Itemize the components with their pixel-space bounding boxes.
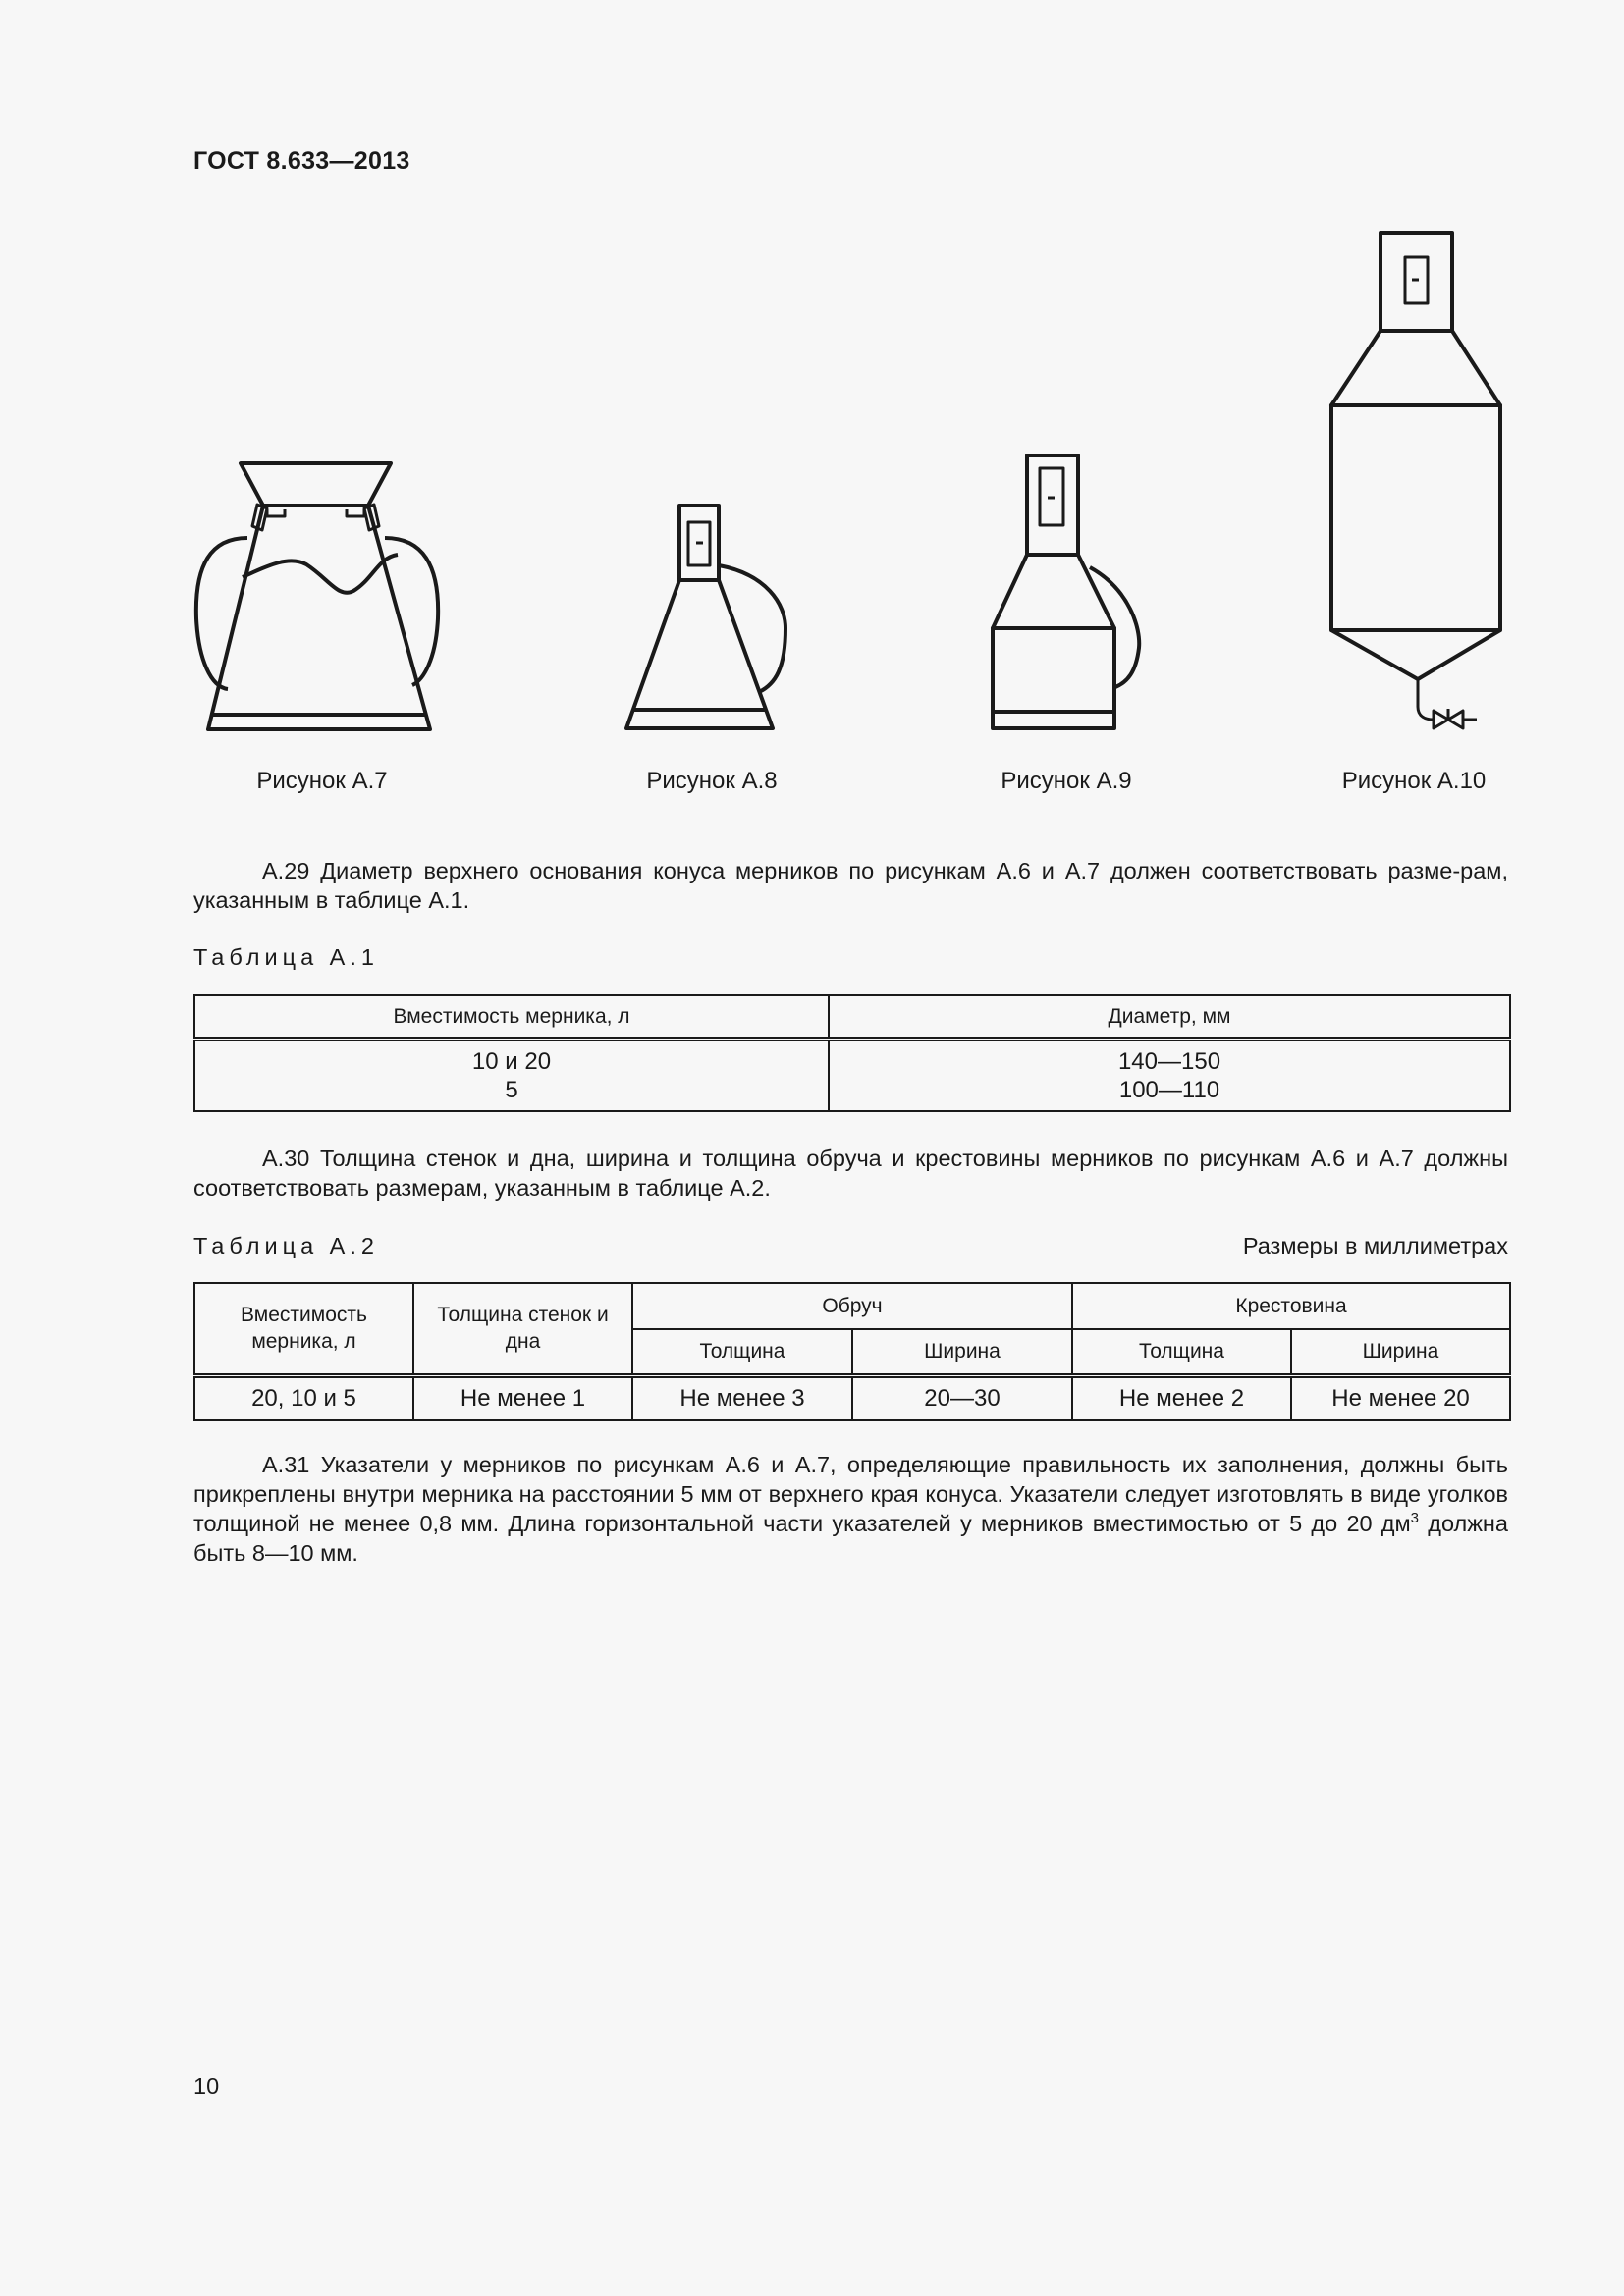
paragraph-a31-text: А.31 Указатели у мерников по рисункам А.6 и А.7, определяющие правильность их заполнения, должны быть прикреплены внутри мерника на расстоянии 5 мм от верхнего края конуса. Указатели следует изготовлять в виде уголков толщиной не менее 0,8 мм. Длина горизонтальной части указателей у мерников вместимостью от 5 до 20 дм (193, 1452, 1508, 1536)
table-a2-cell-capacity: 20, 10 и 5 (194, 1375, 413, 1420)
table-a2-header-row (194, 1283, 1510, 1329)
figure-a8-caption: Рисунок А.8 (646, 768, 778, 794)
superscript-exponent: 3 (1410, 1510, 1420, 1527)
table-a2-units-note: Размеры в миллиметрах (1242, 1233, 1508, 1258)
table-a2-cell-cross-width: Не менее 20 (1291, 1375, 1510, 1420)
paragraph-a29: А.29 Диаметр верхнего основания конуса мерников по рисункам А.6 и А.7 должен соответствовать разме-рам, указанным в таблице А.1. (193, 858, 1508, 913)
paragraph-a31-text-end: должна быть 8—10 мм. (193, 1511, 1508, 1566)
table-a2-header-wall: Толщина стенок и дна (413, 1283, 632, 1375)
table-a2-header-hoop-thickness: Толщина (632, 1329, 852, 1375)
table-a2-header-capacity: Вместимость мерника, л (194, 1283, 413, 1375)
table-a1-capacity-value: 10 и 20 (471, 1047, 552, 1075)
table-a1-diameter-cell (829, 1039, 1510, 1111)
figure-a9-caption: Рисунок А.9 (1001, 768, 1132, 794)
tank-measure-with-valve-icon (0, 0, 1624, 785)
page-number: 10 (193, 2073, 220, 2099)
table-a1-data-row (194, 1039, 1510, 1111)
paragraph-a30: А.30 Толщина стенок и дна, ширина и толщина обруча и крестовины мерников по рисункам А.6 и А.7 должны соответствовать размерам, указанным в таблице А.2. (193, 1146, 1508, 1201)
table-a2-cell-hoop-thickness: Не менее 3 (632, 1375, 852, 1420)
table-a2-cell-wall: Не менее 1 (413, 1375, 632, 1420)
table-a1-diameter-value: 100—110 (1118, 1076, 1220, 1103)
figure-a7-caption: Рисунок А.7 (256, 768, 388, 794)
table-a2-data-row (194, 1375, 1510, 1420)
figure-a10-caption: Рисунок А.10 (1341, 768, 1487, 794)
table-a1-capacity-value: 5 (505, 1076, 518, 1103)
table-a2-header-cross-thickness: Толщина (1072, 1329, 1291, 1375)
table-a2-cell-hoop-width: 20—30 (852, 1375, 1072, 1420)
table-a2-header-hoop: Обруч (632, 1283, 1072, 1329)
table-a2 (193, 1282, 1511, 1421)
table-a1 (193, 994, 1511, 1112)
table-a1-diameter-value: 140—150 (1117, 1047, 1221, 1075)
table-a1-header-capacity: Вместимость мерника, л (194, 995, 829, 1039)
paragraph-a31 (193, 1450, 1508, 1568)
table-a2-label: Таблица А.2 (193, 1233, 379, 1258)
table-a2-header-cross-width: Ширина (1291, 1329, 1510, 1375)
table-a2-header-cross: Крестовина (1072, 1283, 1510, 1329)
table-a1-label: Таблица А.1 (193, 944, 379, 970)
table-a1-header-diameter: Диаметр, мм (829, 995, 1510, 1039)
document-header: ГОСТ 8.633—2013 (193, 147, 410, 175)
table-a2-header-hoop-width: Ширина (852, 1329, 1072, 1375)
table-a2-cell-cross-thickness: Не менее 2 (1072, 1375, 1291, 1420)
table-a1-header-row (194, 995, 1510, 1039)
table-a1-capacity-cell (194, 1039, 829, 1111)
